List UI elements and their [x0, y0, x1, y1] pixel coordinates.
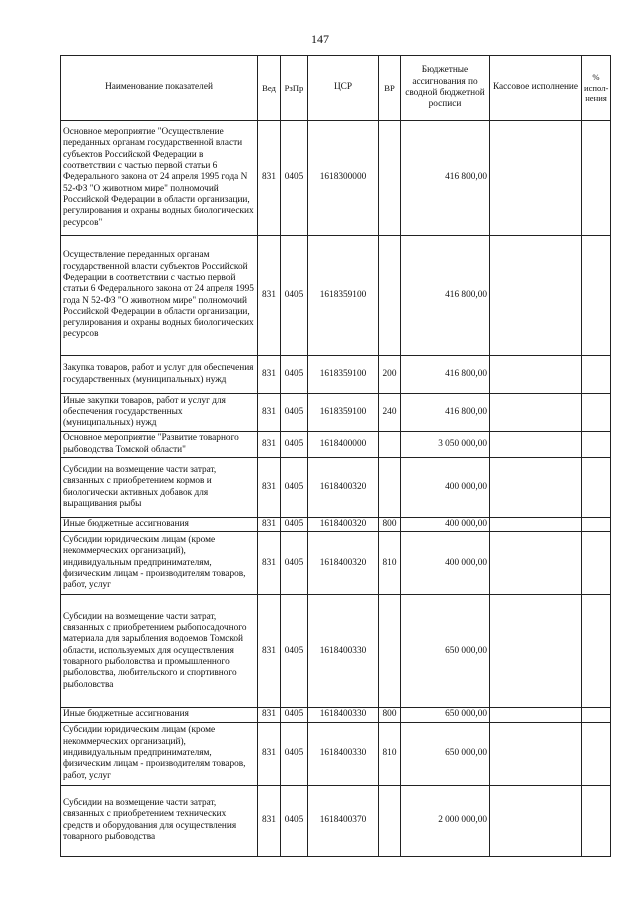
cell-percent	[582, 236, 611, 356]
cell-vr	[379, 595, 401, 708]
cell-vr: 810	[379, 722, 401, 785]
table-body	[61, 121, 611, 857]
cell-ved: 831	[258, 722, 281, 785]
col-header-ved: Вед	[258, 56, 281, 121]
cell-cash	[490, 432, 582, 458]
cell-ved: 831	[258, 595, 281, 708]
cell-name: Осуществление переданных органам государственной власти субъектов Российской Федерации в соответствии с частью первой статьи 6 Федерального закона от 24 апреля 1995 года N 52-ФЗ "О животном мире" полномочий Российской Федерации в области организации, регулирования и охраны водных биологических ресурсов	[61, 236, 258, 356]
cell-ved: 831	[258, 121, 281, 236]
cell-amount: 400 000,00	[401, 458, 490, 518]
cell-cash	[490, 236, 582, 356]
cell-vr	[379, 458, 401, 518]
cell-rzpr: 0405	[281, 121, 308, 236]
cell-cash	[490, 532, 582, 595]
cell-ved: 831	[258, 236, 281, 356]
cell-csr: 1618359100	[308, 236, 379, 356]
col-header-percent: % испол-нения	[582, 56, 611, 121]
cell-vr: 800	[379, 708, 401, 722]
cell-name: Закупка товаров, работ и услуг для обеспечения государственных (муниципальных) нужд	[61, 356, 258, 394]
cell-csr: 1618400320	[308, 532, 379, 595]
cell-percent	[582, 708, 611, 722]
cell-vr: 200	[379, 356, 401, 394]
col-header-csr: ЦСР	[308, 56, 379, 121]
cell-csr: 1618400320	[308, 458, 379, 518]
cell-name: Субсидии на возмещение части затрат, связанных с приобретением рыбопосадочного материала для зарыбления водоемов Томской области, используемых для осуществления товарного рыболовства и промышленного рыболовства, любительского и спортивного рыболовства	[61, 595, 258, 708]
cell-vr: 810	[379, 532, 401, 595]
col-header-name: Наименование показателей	[61, 56, 258, 121]
cell-percent	[582, 356, 611, 394]
cell-name: Иные бюджетные ассигнования	[61, 518, 258, 532]
cell-amount: 416 800,00	[401, 121, 490, 236]
cell-cash	[490, 394, 582, 432]
cell-vr	[379, 236, 401, 356]
cell-rzpr: 0405	[281, 394, 308, 432]
cell-rzpr: 0405	[281, 432, 308, 458]
cell-name: Основное мероприятие "Развитие товарного рыбоводства Томской области"	[61, 432, 258, 458]
cell-cash	[490, 458, 582, 518]
cell-csr: 1618400000	[308, 432, 379, 458]
cell-name: Иные бюджетные ассигнования	[61, 708, 258, 722]
cell-amount: 650 000,00	[401, 595, 490, 708]
table-row	[61, 121, 611, 236]
table-row	[61, 236, 611, 356]
cell-ved: 831	[258, 394, 281, 432]
col-header-cash: Кассовое исполнение	[490, 56, 582, 121]
cell-ved: 831	[258, 432, 281, 458]
table-row	[61, 432, 611, 458]
cell-cash	[490, 121, 582, 236]
cell-percent	[582, 595, 611, 708]
cell-amount: 3 050 000,00	[401, 432, 490, 458]
cell-name: Основное мероприятие "Осуществление переданных органам государственной власти субъектов Российской Федерации в соответствии с частью первой статьи 6 Федерального закона от 24 апреля 1995 года N 52-ФЗ "О животном мире" полномочий Российской Федерации в области организации, регулирования и охраны водных биологических ресурсов"	[61, 121, 258, 236]
table-row	[61, 458, 611, 518]
cell-csr: 1618300000	[308, 121, 379, 236]
cell-rzpr: 0405	[281, 236, 308, 356]
cell-amount: 2 000 000,00	[401, 785, 490, 856]
table-row	[61, 708, 611, 722]
table-row	[61, 356, 611, 394]
cell-vr: 800	[379, 518, 401, 532]
cell-csr: 1618400320	[308, 518, 379, 532]
cell-ved: 831	[258, 532, 281, 595]
cell-name: Иные закупки товаров, работ и услуг для обеспечения государственных (муниципальных) нужд	[61, 394, 258, 432]
table-row	[61, 532, 611, 595]
cell-percent	[582, 532, 611, 595]
cell-rzpr: 0405	[281, 722, 308, 785]
cell-amount: 650 000,00	[401, 708, 490, 722]
cell-percent	[582, 785, 611, 856]
cell-ved: 831	[258, 785, 281, 856]
col-header-vr: ВР	[379, 56, 401, 121]
cell-rzpr: 0405	[281, 595, 308, 708]
cell-rzpr: 0405	[281, 518, 308, 532]
cell-percent	[582, 432, 611, 458]
cell-percent	[582, 518, 611, 532]
cell-csr: 1618400330	[308, 708, 379, 722]
cell-vr	[379, 121, 401, 236]
page-number: 147	[311, 32, 329, 46]
cell-amount: 400 000,00	[401, 518, 490, 532]
cell-name: Субсидии на возмещение части затрат, связанных с приобретением технических средств и оборудования для осуществления товарного рыбоводства	[61, 785, 258, 856]
table-row	[61, 394, 611, 432]
cell-amount: 416 800,00	[401, 236, 490, 356]
cell-amount: 416 800,00	[401, 394, 490, 432]
cell-ved: 831	[258, 458, 281, 518]
cell-cash	[490, 708, 582, 722]
cell-amount: 416 800,00	[401, 356, 490, 394]
col-header-rzpr: РзПр	[281, 56, 308, 121]
cell-ved: 831	[258, 518, 281, 532]
cell-percent	[582, 394, 611, 432]
budget-table	[60, 55, 611, 857]
table-row	[61, 722, 611, 785]
cell-rzpr: 0405	[281, 708, 308, 722]
cell-csr: 1618359100	[308, 356, 379, 394]
cell-name: Субсидии юридическим лицам (кроме некоммерческих организаций), индивидуальным предпринимателям, физическим лицам - производителям товаров, работ, услуг	[61, 722, 258, 785]
cell-percent	[582, 722, 611, 785]
cell-amount: 400 000,00	[401, 532, 490, 595]
cell-cash	[490, 785, 582, 856]
cell-rzpr: 0405	[281, 785, 308, 856]
table-row	[61, 595, 611, 708]
cell-csr: 1618400330	[308, 722, 379, 785]
cell-ved: 831	[258, 708, 281, 722]
cell-cash	[490, 356, 582, 394]
cell-amount: 650 000,00	[401, 722, 490, 785]
cell-vr: 240	[379, 394, 401, 432]
cell-rzpr: 0405	[281, 356, 308, 394]
cell-name: Субсидии на возмещение части затрат, связанных с приобретением кормов и биологически активных добавок для выращивания рыбы	[61, 458, 258, 518]
cell-csr: 1618359100	[308, 394, 379, 432]
cell-vr	[379, 785, 401, 856]
col-header-allocations: Бюджетные ассигнования по сводной бюджетной росписи	[401, 56, 490, 121]
cell-name: Субсидии юридическим лицам (кроме некоммерческих организаций), индивидуальным предпринимателям, физическим лицам - производителям товаров, работ, услуг	[61, 532, 258, 595]
table-row	[61, 785, 611, 856]
cell-csr: 1618400370	[308, 785, 379, 856]
cell-cash	[490, 518, 582, 532]
cell-percent	[582, 121, 611, 236]
cell-ved: 831	[258, 356, 281, 394]
cell-rzpr: 0405	[281, 532, 308, 595]
cell-rzpr: 0405	[281, 458, 308, 518]
table-row	[61, 518, 611, 532]
cell-cash	[490, 595, 582, 708]
cell-csr: 1618400330	[308, 595, 379, 708]
cell-percent	[582, 458, 611, 518]
cell-vr	[379, 432, 401, 458]
table-header-row	[61, 56, 611, 121]
cell-cash	[490, 722, 582, 785]
